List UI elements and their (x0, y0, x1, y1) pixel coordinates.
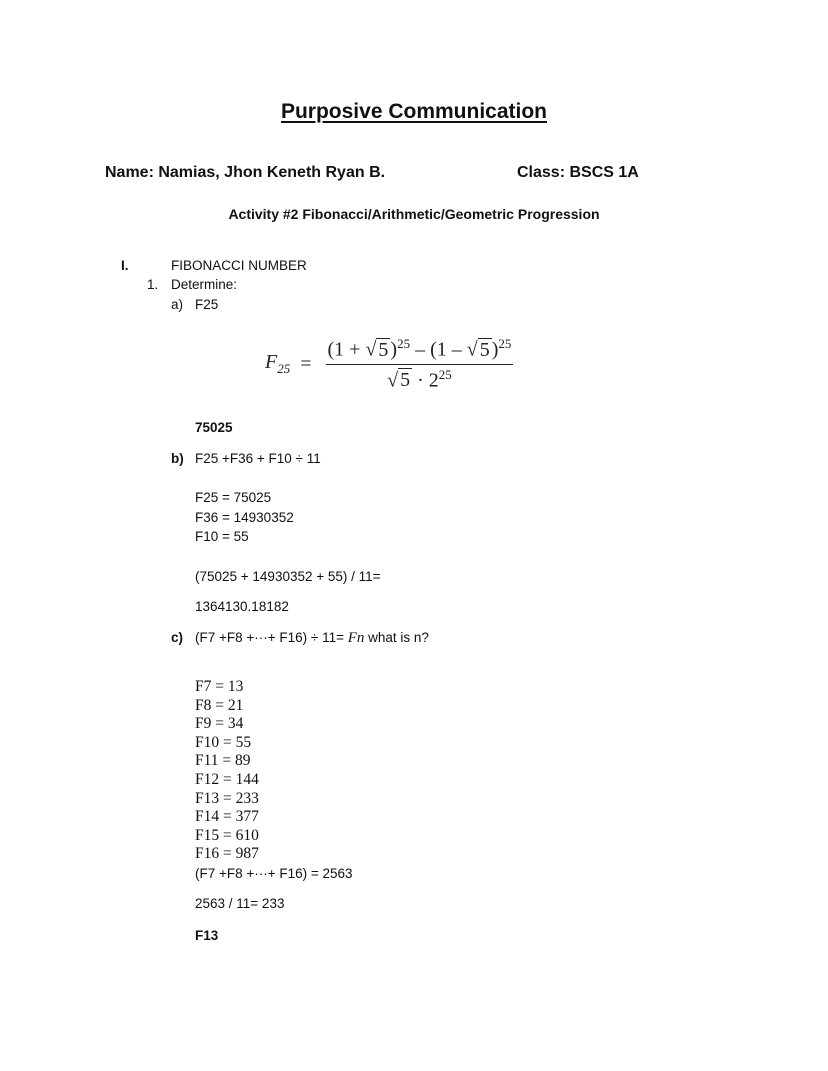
activity-title: Activity #2 Fibonacci/Arithmetic/Geometric Progression (228, 206, 600, 222)
item-number: 1. (147, 277, 159, 292)
fib-value: F10 = 55 (195, 733, 252, 751)
formula-numerator: (1 + √ 5 )$^{25}$ – (1 – √ 5 )$^{25}$ (326, 336, 514, 365)
fib-value: F11 = 89 (195, 752, 251, 770)
section-heading: FIBONACCI NUMBER (171, 258, 307, 273)
formula-fraction (326, 336, 514, 392)
formula-equals: = (300, 352, 312, 375)
fib-value: F9 = 34 (195, 715, 244, 733)
part-c-label: c) (171, 630, 184, 645)
part-b-expression: (75025 + 14930352 + 55) / 11= (195, 569, 381, 584)
part-b-question: F25 +F36 + F10 ÷ 11 (195, 451, 321, 466)
part-c-answer: F13 (195, 928, 219, 943)
fib-value: F7 = 13 (195, 678, 244, 695)
section-numeral: I. (121, 258, 129, 273)
fib-value: F16 = 987 (195, 845, 259, 863)
part-c-sum: (F7 +F8 +···+ F16) = 2563 (195, 866, 353, 881)
student-class: Class: BSCS 1A (517, 164, 639, 181)
formula-lhs: $F_{25}$ (265, 351, 291, 377)
fib-value: F8 = 21 (195, 696, 244, 714)
item-label: Determine: (171, 277, 238, 292)
part-b-value: F25 = 75025 (195, 490, 272, 505)
fibonacci-values-list (195, 678, 259, 864)
fib-value: F12 = 144 (195, 770, 259, 788)
part-b-value: F36 = 14930352 (195, 510, 294, 525)
part-c-division: 2563 / 11= 233 (195, 896, 285, 911)
part-c-question: (F7 +F8 +···+ F16) ÷ 11= Fn what is n? (195, 630, 429, 646)
document-title: Purposive Communication (280, 100, 548, 123)
part-a-question: F25 (195, 297, 219, 312)
part-b-value: F10 = 55 (195, 529, 249, 544)
binet-formula (265, 336, 513, 392)
fib-value: F13 = 233 (195, 789, 259, 807)
fib-value: F14 = 377 (195, 808, 259, 826)
student-name: Name: Namias, Jhon Keneth Ryan B. (105, 164, 386, 181)
fib-value: F15 = 610 (195, 826, 259, 844)
part-b-result: 1364130.18182 (195, 599, 289, 614)
formula-denominator: √ $5 \cdot 2^{25}$ (387, 366, 452, 392)
part-b-label: b) (171, 451, 184, 466)
part-a-label: a) (171, 297, 184, 312)
part-a-answer: 75025 (195, 420, 233, 435)
